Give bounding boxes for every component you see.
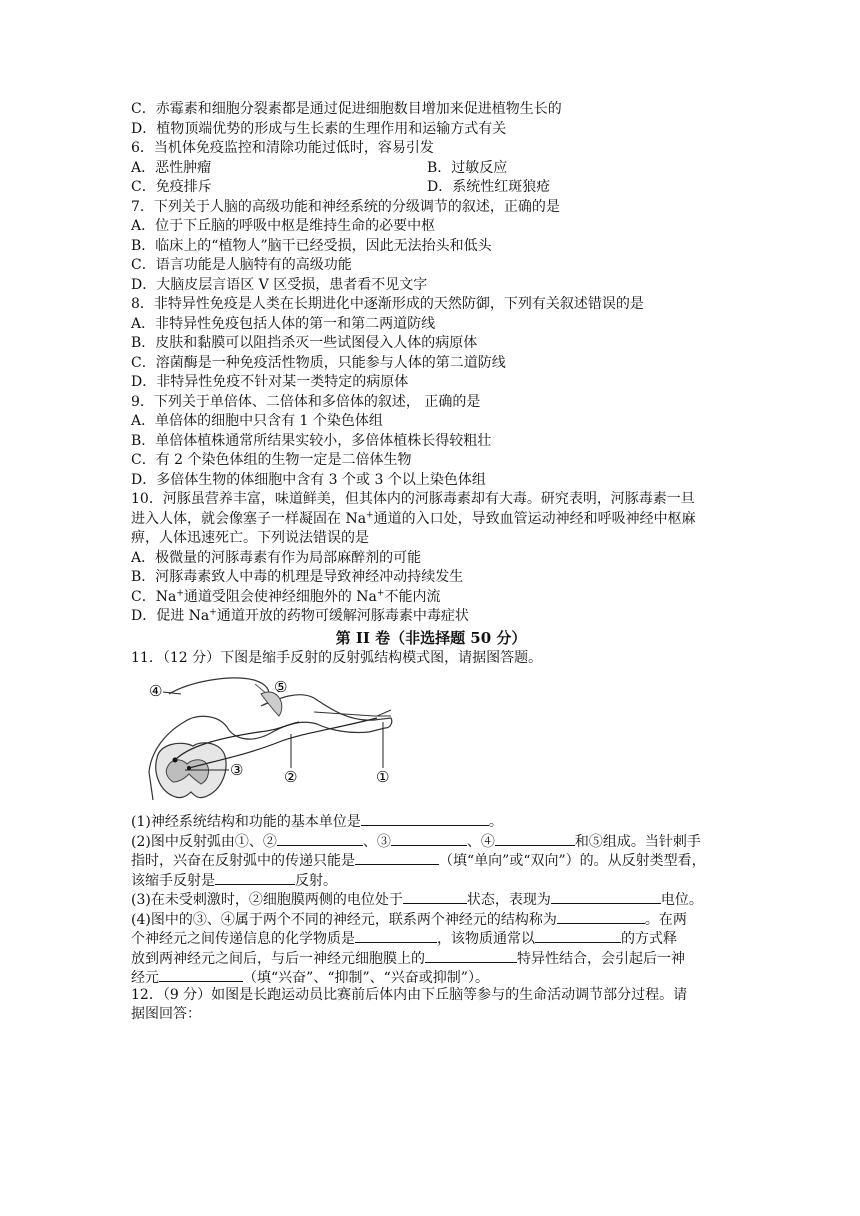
q11-text: 特异性结合，会引起后一神 [517,950,685,967]
q8-option-a: A．非特异性免疫包括人体的第一和第二两道防线 [131,315,436,332]
q11-text: (2)图中反射弧由①、② [131,833,277,850]
q9-stem: 9．下列关于单倍体、二倍体和多倍体的叙述， 正确的是 [131,393,481,410]
q6-stem: 6．当机体免疫监控和清除功能过低时，容易引发 [131,140,434,156]
q10-option-d [131,607,731,627]
q7-option-a: A．位于下丘脑的呼吸中枢是维持生命的必要中枢 [131,218,436,234]
reflex-arc-diagram [129,672,409,808]
q11-part1 [131,810,731,830]
q11-text: (1)神经系统结构和功能的基本单位是 [131,814,361,830]
q11-text: 的方式释 [621,931,677,947]
q9-option-a: A．单倍体的细胞中只含有 1 个染色体组 [131,413,383,429]
q10-option-c [131,588,731,608]
q6-options-row2 [131,178,731,198]
q6-options-row1 [131,159,731,179]
q11-text: (4)图中的③、④属于两个不同的神经元，联系两个神经元的结构称为 [131,911,557,928]
q11-part2-line3 [131,869,731,889]
q12-stem-line2: 据图回答： [131,1006,201,1022]
answer-blank[interactable] [277,830,363,846]
exam-page [131,100,731,1025]
q10-option-b: B．河豚毒素致人中毒的机理是导致神经冲动持续发生 [131,569,464,585]
q8-stem: 8．非特异性免疫是人类在长期进化中逐渐形成的天然防御，下列有关叙述错误的是 [131,296,644,312]
q9-option-b: B．单倍体植株通常所结果实较小，多倍体植株长得较粗壮 [131,432,492,449]
q11-text: (3)在未受刺激时，②细胞膜两侧的电位处于 [131,892,403,908]
q10-stem-line2 [131,510,731,530]
reflex-arc-figure [131,668,731,810]
q11-stem: 11．（12 分）下图是缩手反射的反射弧结构模式图，请据图答题。 [131,649,543,666]
q11-part3 [131,888,731,908]
q5-option-d: D．植物顶端优势的形成与生长素的生理作用和运输方式有关 [131,120,507,137]
q11-part4-line3 [131,947,731,967]
answer-blank[interactable] [215,869,295,885]
q11-part4-line2 [131,927,731,947]
q10-option-d-part: D．促进 Na [131,608,210,624]
needle-line [377,710,391,716]
answer-blank[interactable] [535,927,621,943]
answer-blank[interactable] [557,908,645,924]
answer-blank[interactable] [361,810,489,826]
q6-option-a: A．恶性肿瘤 [131,159,212,176]
q11-text: （填“兴奋”、“抑制”、“兴奋或抑制”）。 [243,970,489,986]
q10-option-c-part: 不能内流 [384,588,441,605]
q10-stem-line3: 痹，人体迅速死亡。下列说法错误的是 [131,530,369,546]
q6-option-c: C．免疫排斥 [131,179,212,195]
answer-blank[interactable] [495,830,575,846]
q10-option-a: A．极微量的河豚毒素有作为局部麻醉剂的可能 [131,549,422,566]
q7-option-b: B．临床上的“植物人”脑干已经受损，因此无法抬头和低头 [131,237,492,254]
label-1: ① [376,768,390,786]
q10-option-c-part: C．Na [131,588,177,605]
q5-option-c: C．赤霉素和细胞分裂素都是通过促进细胞数目增加来促进植物生长的 [131,101,562,117]
q11-text: 。在两 [644,911,687,928]
q11-text: 经元 [131,970,159,986]
answer-blank[interactable] [403,888,467,904]
answer-blank[interactable] [159,966,243,982]
superscript-plus: + [366,509,374,520]
label-2: ② [284,768,298,786]
q11-text: 、③ [362,833,391,850]
q8-option-b: B．皮肤和黏膜可以阻挡杀灭一些试图侵入人体的病原体 [131,335,478,351]
q11-text: 和⑤组成。当针刺手 [574,833,701,850]
q10-option-c-part: 通道受阻会使神经细胞外的 Na [183,588,377,605]
q6-option-b: B．过敏反应 [427,159,508,176]
q9-option-c: C．有 2 个染色体组的生物一定是二倍体生物 [131,452,412,468]
q11-text: 反射。 [295,872,337,889]
q11-text: （填“单向”或“双向”）的。从反射类型看， [439,853,706,869]
answer-blank[interactable] [355,927,437,943]
label-3: ③ [230,761,244,779]
q11-text: 电位。 [660,892,703,908]
q11-part2-line2 [131,849,731,869]
q10-option-d-part: 通道开放的药物可缓解河豚毒素中毒症状 [216,608,469,624]
q7-stem: 7．下列关于人脑的高级功能和神经系统的分级调节的叙述，正确的是 [131,198,560,215]
afferent-nerve [189,718,377,768]
q11-text: 放到两神经元之间后，与后一神经元细胞膜上的 [131,950,425,967]
superscript-plus: + [176,587,184,598]
superscript-plus: + [376,587,385,598]
q7-option-c: C．语言功能是人脑特有的高级功能 [131,257,352,273]
q10-stem-part: 进入人体，就会像塞子一样凝固在 Na [131,510,367,527]
q8-option-c: C．溶菌酶是一种免疫活性物质，只能参与人体的第二道防线 [131,354,506,371]
answer-blank[interactable] [425,947,517,963]
q11-part4-line1 [131,908,731,928]
q11-text: 状态，表现为 [466,892,551,908]
answer-blank[interactable] [391,830,467,846]
q6-option-d: D．系统性红斑狼疮 [427,179,551,195]
label-4: ④ [149,682,163,700]
answer-blank[interactable] [551,888,661,904]
q11-part4-line4 [131,966,731,986]
superscript-plus: + [209,607,217,618]
q11-text: 、④ [466,833,495,850]
q11-text: 。 [488,814,503,830]
q11-part2-line1 [131,830,731,850]
q11-text: ，该物质通常以 [437,931,535,947]
label-5: ⑤ [274,678,288,696]
q11-text: 该缩手反射是 [131,872,215,889]
q11-text: 个神经元之间传递信息的化学物质是 [131,931,355,947]
q12-stem-line1: 12．（9 分）如图是长跑运动员比赛前后体内由下丘脑等参与的生命活动调节部分过程。请 [131,986,688,1003]
q10-stem-part: 通道的入口处，导致血管运动神经和呼吸神经中枢麻 [373,510,696,527]
q7-option-d: D．大脑皮层言语区 V 区受损，患者看不见文字 [131,276,428,293]
q10-stem-line1: 10．河豚虽营养丰富，味道鲜美，但其体内的河豚毒素却有大毒。研究表明，河豚毒素一旦 [131,491,695,507]
answer-blank[interactable] [355,849,439,865]
q9-option-d: D．多倍体生物的体细胞中含有 3 个或 3 个以上染色体组 [131,471,486,488]
section-title: 第 II 卷（非选择题 50 分） [335,628,527,647]
q11-text: 指时，兴奋在反射弧中的传递只能是 [131,853,355,869]
q8-option-d: D．非特异性免疫不针对某一类特定的病原体 [131,374,409,390]
